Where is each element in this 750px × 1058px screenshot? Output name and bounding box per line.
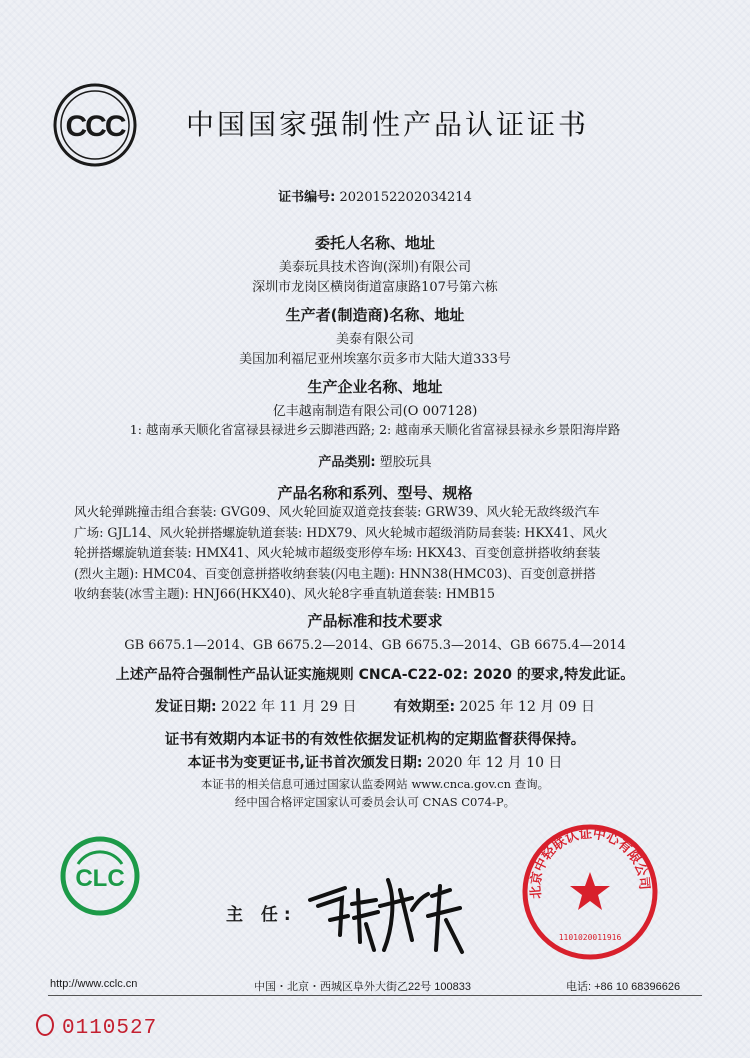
clc-logo-icon — [60, 836, 140, 916]
manufacturer-name: 美泰有限公司 — [335, 332, 414, 347]
products-heading: 产品名称和系列、型号、规格 — [277, 484, 473, 502]
products-line: 广场: GJL14、风火轮拼搭螺旋轨道套装: HDX79、风火轮城市超级消防局套装: HKX41、风火 — [74, 524, 608, 540]
valid-until-label: 有效期至: — [393, 699, 456, 715]
director-label: 主 任: — [226, 905, 297, 925]
products-line: 轮拼搭螺旋轨道套装: HMX41、风火轮城市超级变形停车场: HKX43、百变创意拼搭收纳套装 — [74, 545, 601, 560]
company-seal-icon — [520, 822, 660, 962]
serial-number: 0110527 — [62, 1017, 158, 1040]
cert-number-row — [0, 186, 750, 205]
category-value: 塑胶玩具 — [379, 455, 432, 470]
issue-date-label: 发证日期: — [154, 699, 217, 715]
category-row — [0, 451, 750, 470]
products-list — [74, 502, 680, 605]
validity-note: 证书有效期内本证书的有效性依据发证机构的定期监督获得保持。 — [164, 732, 586, 748]
standards-heading: 产品标准和技术要求 — [307, 612, 443, 630]
footer-phone: 电话: +86 10 68396626 — [566, 981, 681, 993]
footer-divider — [48, 995, 702, 996]
valid-until: 2025 年 12 月 09 日 — [459, 699, 596, 715]
manufacturer-heading: 生产者(制造商)名称、地址 — [285, 306, 465, 324]
products-line: 收纳套装(冰雪主题): HNJ66(HKX40)、风火轮8字垂直轨道套装: HMB15 — [74, 586, 496, 601]
client-name: 美泰玩具技术咨询(深圳)有限公司 — [278, 260, 472, 275]
factory-address: 1: 越南承天顺化省富禄县禄进乡云脚港西路; 2: 越南承天顺化省富禄县禄永乡景阳海岸路 — [129, 422, 621, 437]
issue-date: 2022 年 11 月 29 日 — [221, 699, 357, 715]
cert-number: 2020152202034214 — [339, 190, 472, 205]
dates-row — [0, 696, 750, 716]
director-signature-icon — [300, 860, 470, 960]
serial-number-row — [36, 1014, 157, 1040]
products-line: 风火轮弹跳撞击组合套装: GVG09、风火轮回旋双道竞技套装: GRW39、风火轮无敌终级汽车 — [74, 504, 600, 519]
first-issue-date: 2020 年 12 月 10 日 — [426, 755, 563, 771]
ccc-logo-icon — [52, 82, 138, 168]
svg-text:CLC: CLC — [75, 865, 125, 892]
factory-heading: 生产企业名称、地址 — [307, 378, 443, 396]
factory-name: 亿丰越南制造有限公司(O 007128) — [272, 404, 478, 419]
change-note-label: 本证书为变更证书,证书首次颁发日期: — [187, 755, 423, 771]
info-note: 本证书的相关信息可通过国家认监委网站 www.cnca.gov.cn 查询。 — [200, 777, 550, 791]
client-heading: 委托人名称、地址 — [314, 234, 435, 252]
cnas-note: 经中国合格评定国家认可委员会认可 CNAS C074-P。 — [234, 795, 516, 809]
cert-number-label: 证书编号: — [278, 190, 336, 205]
standards-value: GB 6675.1—2014、GB 6675.2—2014、GB 6675.3—2014、GB 6675.4—2014 — [124, 638, 626, 653]
products-line: (烈火主题): HMC04、百变创意拼搭收纳套装(闪电主题): HNN38(HMC03)、百变创意拼搭 — [74, 565, 596, 581]
client-address: 深圳市龙岗区横岗街道富康路107号第六栋 — [252, 280, 498, 295]
svg-text:北京中轻联认证中心有限公司: 北京中轻联认证中心有限公司 — [528, 826, 652, 900]
conformity-statement: 上述产品符合强制性产品认证实施规则 CNCA-C22-02: 2020 的要求,特发此证。 — [115, 667, 635, 683]
footer-website: http://www.cclc.cn — [50, 978, 138, 990]
change-note — [0, 752, 750, 772]
certificate-title: 中国国家强制性产品认证证书 — [186, 108, 590, 141]
serial-circle-icon — [36, 1014, 54, 1036]
category-label: 产品类别: — [318, 455, 376, 470]
manufacturer-address: 美国加利福尼亚州埃塞尔贡多市大陆大道333号 — [239, 352, 511, 367]
svg-text:CCC: CCC — [65, 110, 125, 143]
footer-address: 中国・北京・西城区阜外大街乙22号 100833 — [254, 981, 471, 993]
svg-text:1101020011916: 1101020011916 — [558, 933, 622, 942]
